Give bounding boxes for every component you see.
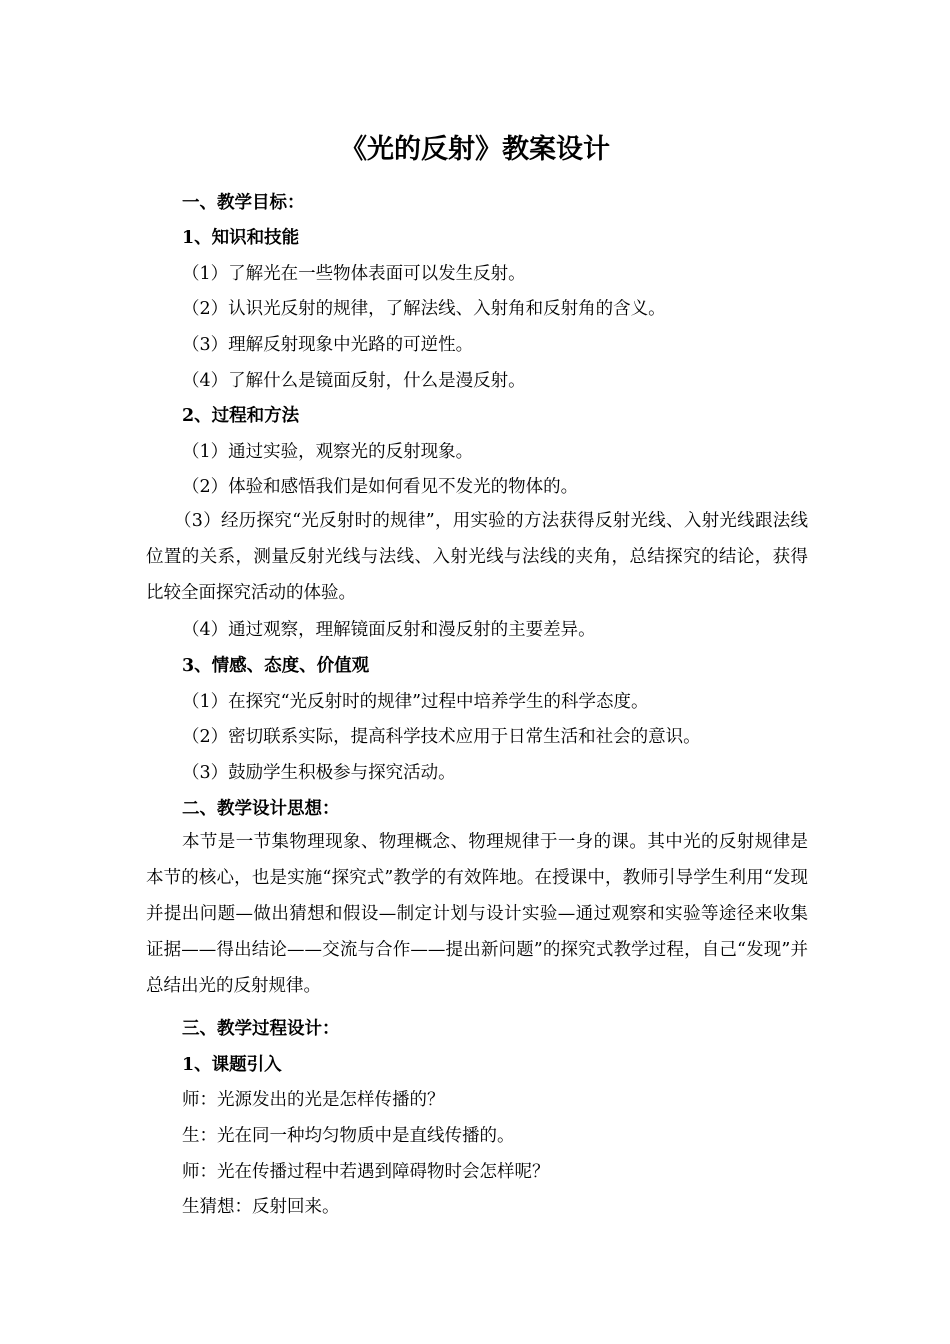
list-item: （2）密切联系实际，提高科学技术应用于日常生活和社会的意识。 xyxy=(182,727,701,747)
document-title: 《光的反射》教案设计 xyxy=(340,134,610,165)
dialogue-line: 师：光源发出的光是怎样传播的？ xyxy=(182,1090,445,1110)
section1-heading: 一、教学目标： xyxy=(182,193,305,213)
section3-sub1-heading: 1、课题引入 xyxy=(182,1055,282,1075)
list-item-paragraph: （3）经历探究“光反射时的规律”，用实验的方法获得反射光线、入射光线跟法线位置的关系，测量反射光线与法线、入射光线与法线的夹角，总结探究的结论，获得比较全面探究活动的体验。 xyxy=(146,511,808,603)
sub1-heading: 1、知识和技能 xyxy=(182,228,300,248)
list-item: （4）通过观察，理解镜面反射和漫反射的主要差异。 xyxy=(182,620,596,640)
dialogue-line: 师：光在传播过程中若遇到障碍物时会怎样呢？ xyxy=(182,1162,550,1182)
dialogue-line: 生猜想：反射回来。 xyxy=(182,1197,340,1217)
list-item: （1）通过实验，观察光的反射现象。 xyxy=(182,442,474,462)
section2-body: 本节是一节集物理现象、物理概念、物理规律于一身的课。其中光的反射规律是本节的核心，也是实施“探究式”教学的有效阵地。在授课中，教师引导学生利用“发现并提出问题—做出猜想和假设—制定计划与设计实验—通过观察和实验等途径来收集证据——得出结论——交流与合作——提出新问题”的探究式教学过程，自己“发现”并总结出光的反射规律。 xyxy=(146,832,808,996)
section3-heading: 三、教学过程设计： xyxy=(182,1019,340,1039)
list-item: （3）鼓励学生积极参与探究活动。 xyxy=(182,763,456,783)
sub3-heading: 3、情感、态度、价值观 xyxy=(182,656,370,676)
list-item: （2）认识光反射的规律，了解法线、入射角和反射角的含义。 xyxy=(182,299,666,319)
list-item: （1）了解光在一些物体表面可以发生反射。 xyxy=(182,264,526,284)
sub2-heading: 2、过程和方法 xyxy=(182,406,300,426)
list-item: （3）理解反射现象中光路的可逆性。 xyxy=(182,335,474,355)
list-item: （4）了解什么是镜面反射，什么是漫反射。 xyxy=(182,371,526,391)
list-item: （2）体验和感悟我们是如何看见不发光的物体的。 xyxy=(182,477,579,497)
dialogue-line: 生：光在同一种均匀物质中是直线传播的。 xyxy=(182,1126,515,1146)
section2-heading: 二、教学设计思想： xyxy=(182,799,340,819)
list-item: （1）在探究“光反射时的规律”过程中培养学生的科学态度。 xyxy=(182,692,649,712)
